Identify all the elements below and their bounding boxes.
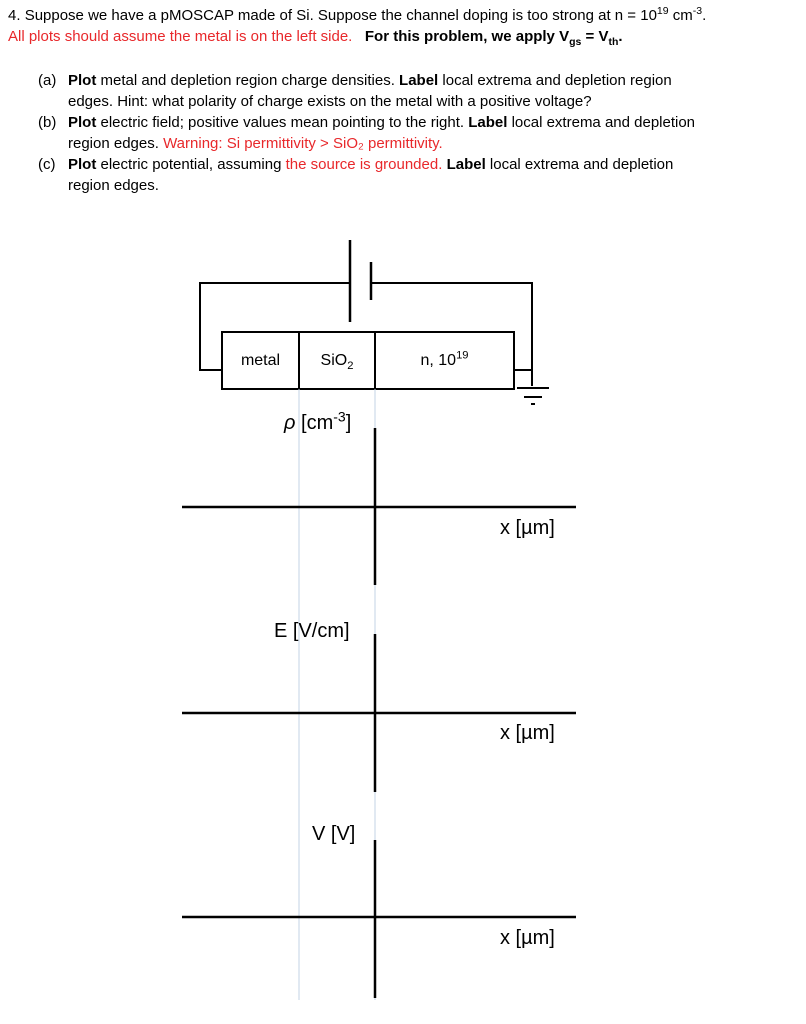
- part-text-segment: region edges.: [68, 135, 164, 152]
- part-text-segment: Label: [399, 72, 439, 89]
- part-text-segment: Plot: [68, 72, 97, 89]
- intro-period: .: [702, 7, 707, 24]
- metal-label: metal: [240, 352, 281, 369]
- part-text-segment: region edges.: [68, 177, 159, 194]
- doping-exponent: 19: [656, 5, 669, 17]
- part-text-segment: edges. Hint: what polarity of charge exists on the metal with a positive voltage?: [68, 93, 592, 110]
- part-text-segment: Plot: [68, 156, 97, 173]
- part-text-segment: local extrema and depletion: [507, 114, 696, 131]
- e-x-label: x [µm]: [500, 722, 555, 744]
- bias-condition: For this problem, we apply $V_{gs} = V_{th}$.: [364, 28, 623, 48]
- part-text-segment: metal and depletion region charge densities.: [96, 72, 400, 89]
- semiconductor-label: n, $10^{19}$: [420, 349, 469, 369]
- v-axis-label: V [V]: [312, 823, 356, 845]
- part-text-segment: Label: [446, 156, 486, 173]
- part-text-segment: Label: [468, 114, 508, 131]
- part-text-segment: local extrema and depletion: [485, 156, 674, 173]
- metal-side-note: All plots should assume the metal is on the left side.: [8, 28, 353, 45]
- oxide-label: SiO$_2$: [320, 352, 354, 373]
- part-tag: (c): [38, 156, 56, 173]
- problem-number: 4.: [8, 7, 21, 24]
- part-tag: (b): [38, 114, 57, 131]
- problem-intro: Suppose we have a pMOSCAP made of Si. Suppose the channel doping is too strong at n = 10: [24, 7, 657, 24]
- rho-axis-label: ρ $[cm^{-3}]$: [284, 408, 352, 434]
- part-text-segment: the source is grounded.: [285, 156, 443, 173]
- ground-icon: [517, 388, 549, 404]
- plot-axes: [182, 428, 576, 998]
- v-x-label: x [µm]: [500, 927, 555, 949]
- part-text-segment: Plot: [68, 114, 97, 131]
- doping-unit-exponent: -3: [692, 5, 703, 17]
- part-text-segment: electric field; positive values mean pointing to the right.: [96, 114, 469, 131]
- part-text-segment: electric potential, assuming: [96, 156, 286, 173]
- rho-x-label: x [µm]: [500, 517, 555, 539]
- e-axis-label: E [V/cm]: [274, 620, 350, 642]
- part-text-segment: local extrema and depletion region: [438, 72, 672, 89]
- doping-unit: cm: [668, 7, 693, 24]
- part-tag: (a): [38, 72, 57, 89]
- part-text-segment: Warning: Si permittivity > SiO₂ permittivity.: [163, 135, 443, 152]
